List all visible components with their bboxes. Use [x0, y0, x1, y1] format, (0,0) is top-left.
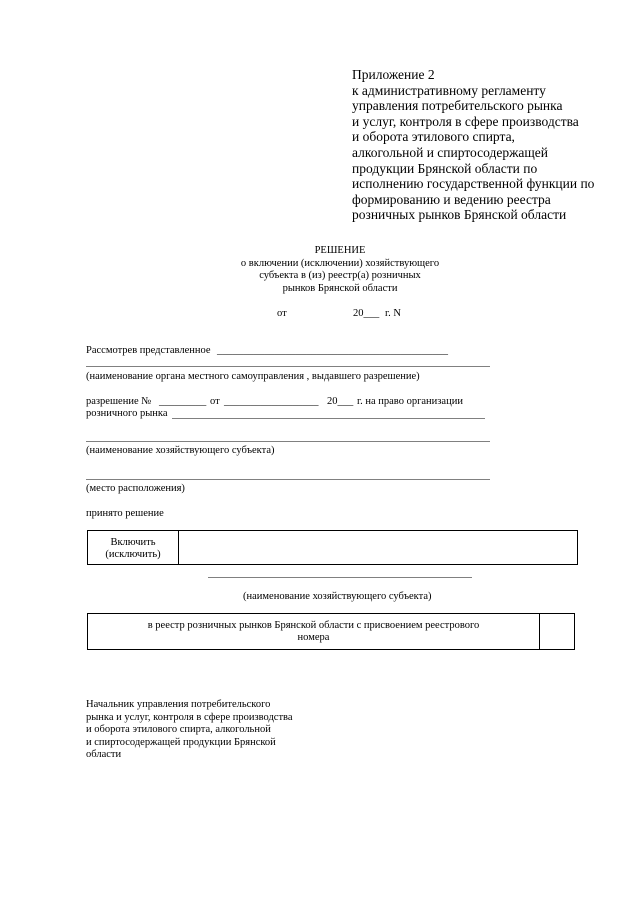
signer-line: и спиртосодержащей продукции Брянской	[86, 736, 276, 748]
market-org-label: розничного рынка	[86, 408, 168, 419]
decision-subtitle-line: субъекта в (из) реестр(а) розничных	[259, 270, 421, 281]
permit-right-label: г. на право организации	[357, 396, 463, 407]
permit-from-label: от	[210, 396, 220, 407]
permit-date-blank[interactable]: __________________	[224, 396, 319, 407]
include-value-cell[interactable]	[179, 531, 577, 564]
registry-number-cell[interactable]	[540, 614, 574, 649]
signer-line: и оборота этилового спирта, алкогольной	[86, 724, 271, 735]
appendix-line: Приложение 2	[352, 67, 435, 82]
decision-subtitle-line: рынков Брянской области	[282, 282, 398, 294]
include-label-line: Включить	[110, 537, 156, 548]
entity-caption: (наименование хозяйствующего субъекта)	[86, 445, 275, 456]
registry-table	[87, 613, 575, 650]
appendix-line: продукции Брянской области по	[352, 160, 538, 176]
signer-line: Начальник управления потребительского	[86, 699, 271, 710]
entity-line-2[interactable]	[208, 577, 472, 578]
entity-caption-2: (наименование хозяйствующего субъекта)	[243, 591, 432, 602]
signer-line: области	[86, 749, 122, 760]
permit-number-blank[interactable]: _________	[159, 396, 207, 407]
decision-heading: РЕШЕНИЕ	[314, 245, 366, 256]
signer-line: рынка и услуг, контроля в сфере производства	[86, 711, 293, 723]
market-org-line[interactable]	[172, 418, 485, 419]
include-table	[87, 530, 578, 565]
signer-block	[86, 699, 293, 762]
permit-number-label: разрешение №	[86, 396, 152, 407]
appendix-line: розничных рынков Брянской области	[352, 207, 567, 223]
appendix-line: формированию и ведению реестра	[352, 191, 551, 207]
number-label: г. N	[385, 308, 401, 319]
appendix-line: и оборота этилового спирта,	[352, 129, 515, 145]
permit-year: 20___	[327, 396, 354, 407]
registry-text-line: номера	[297, 632, 330, 643]
include-label	[88, 537, 178, 561]
considered-label: Рассмотрев представленное	[86, 345, 211, 356]
registry-text-line: в реестр розничных рынков Брянской области с присвоением реестрового	[147, 620, 480, 631]
appendix-line: алкогольной и спиртосодержащей	[352, 144, 549, 160]
decision-made-label: принято решение	[86, 508, 164, 519]
appendix-header	[352, 67, 594, 223]
entity-line[interactable]	[86, 441, 490, 442]
authority-line	[86, 366, 490, 367]
appendix-line: исполнению государственной функции по	[352, 176, 595, 192]
appendix-line: управления потребительского рынка	[352, 98, 563, 114]
location-line[interactable]	[86, 479, 490, 480]
appendix-line: и услуг, контроля в сфере производства	[352, 113, 579, 129]
date-from-label: от	[277, 308, 287, 319]
location-caption: (место расположения)	[86, 483, 185, 494]
include-label-line: (исключить)	[105, 549, 161, 560]
decision-title-block	[180, 245, 500, 295]
appendix-line: к административному регламенту	[352, 82, 546, 98]
date-year: 20___	[353, 308, 380, 319]
authority-caption: (наименование органа местного самоуправления , выдавшего разрешение)	[86, 371, 420, 382]
registry-text	[88, 620, 539, 644]
considered-blank[interactable]: ____________________________________________	[217, 345, 448, 356]
decision-subtitle-line: о включении (исключении) хозяйствующего	[240, 257, 440, 269]
